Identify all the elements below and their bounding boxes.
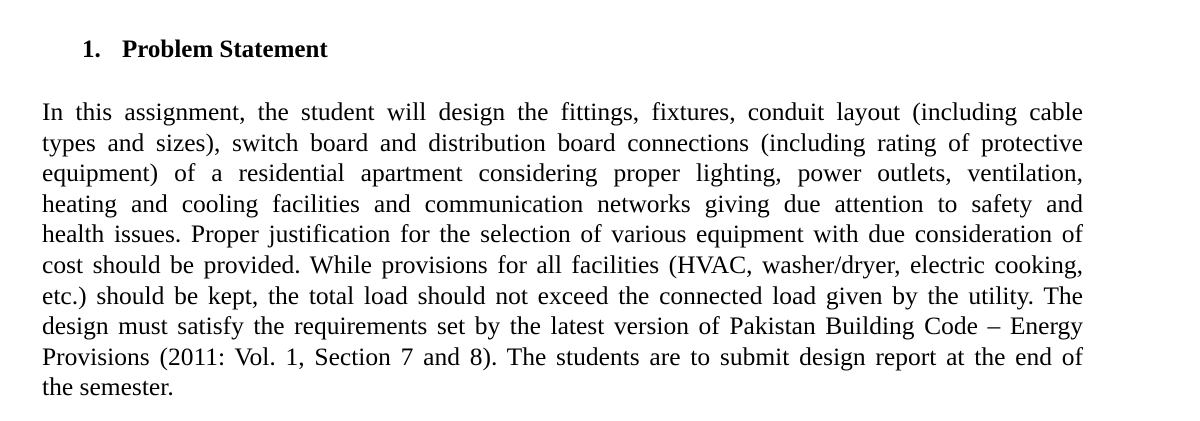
section-heading	[82, 34, 328, 66]
paragraph-line: In this assignment, the student will design the fittings, fixtures, conduit layout (including cable	[42, 97, 1083, 126]
paragraph-line: cost should be provided. While provisions for all facilities (HVAC, washer/dryer, electric cooking,	[42, 249, 1083, 279]
paragraph-line: etc.) should be kept, the total load should not exceed the connected load given by the utility. The	[42, 280, 1083, 310]
paragraph-line: heating and cooling facilities and communication networks giving due attention to safety and	[42, 188, 1083, 218]
paragraph-line: equipment) of a residential apartment considering proper lighting, power outlets, ventilation,	[42, 158, 1083, 188]
section-title: Problem Statement	[122, 36, 328, 63]
paragraph-line: design must satisfy the requirements set by the latest version of Pakistan Building Code – Energy	[42, 311, 1083, 341]
paragraph-line: the semester.	[42, 372, 174, 402]
paragraph-line: Provisions (2011: Vol. 1, Section 7 and 8). The students are to submit design report at the end of	[42, 341, 1083, 371]
section-number: 1.	[82, 36, 101, 63]
paragraph-line: health issues. Proper justification for the selection of various equipment with due consideration of	[42, 219, 1083, 249]
paragraph-line: types and sizes), switch board and distribution board connections (including rating of protective	[42, 127, 1083, 157]
problem-statement-paragraph	[42, 97, 1083, 403]
